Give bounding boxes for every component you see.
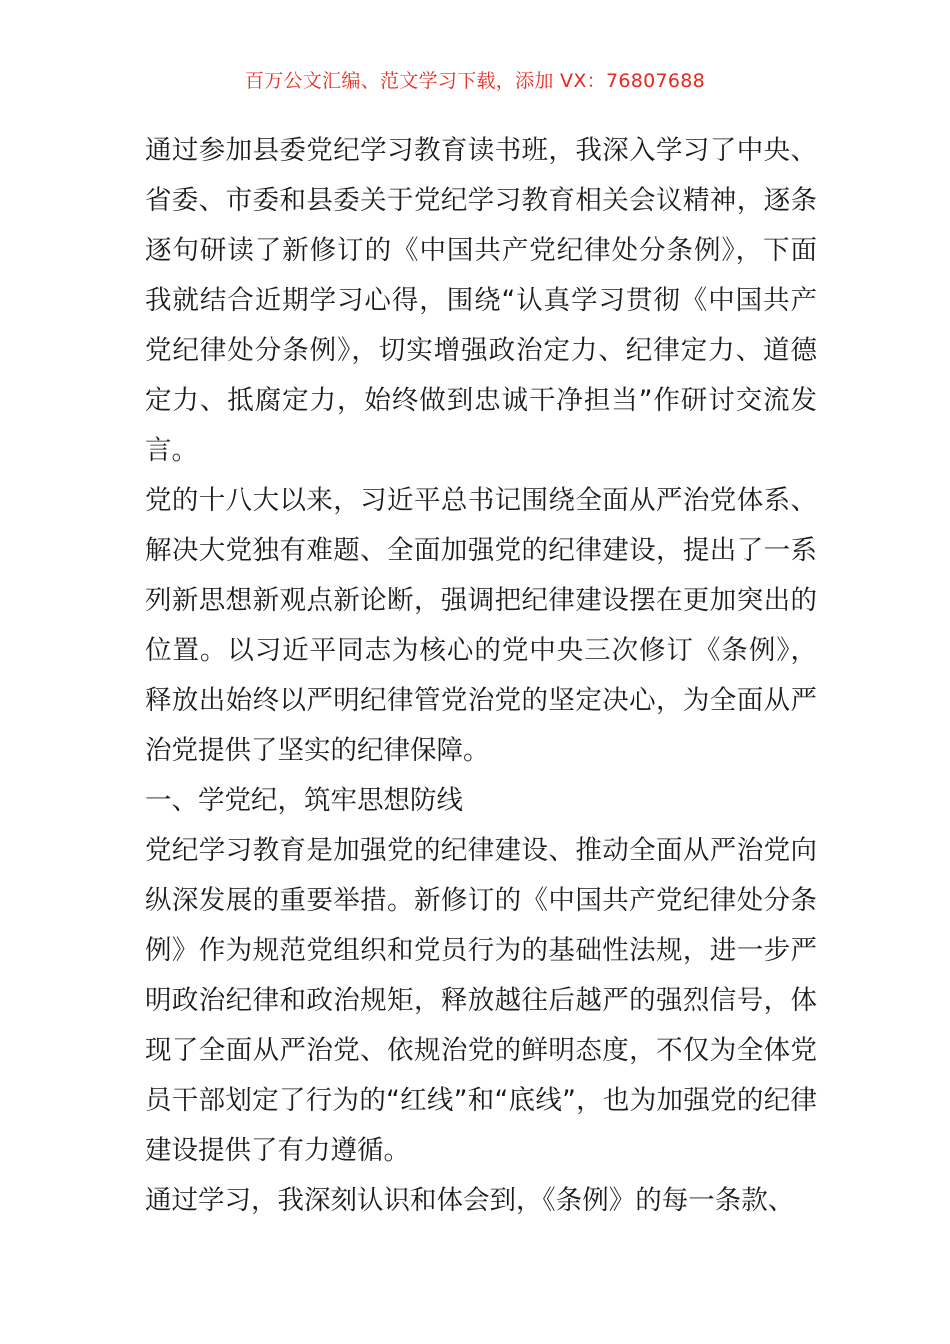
paragraph-section-one: 党纪学习教育是加强党的纪律建设、推动全面从严治党向纵深发展的重要举措。新修订的《中国共产党纪律处分条例》作为规范党组织和党员行为的基础性法规，进一步严明政治纪律和政治规矩，释放越往后越严的强烈信号，体现了全面从严治党、依规治党的鲜明态度，不仅为全体党员干部划定了行为的“红线”和“底线”，也为加强党的纪律建设提供了有力遵循。 [145, 835, 817, 1166]
paragraph-continued: 通过学习，我深刻认识和体会到，《条例》的每一条款、 [145, 1185, 795, 1216]
section-heading: 一、学党纪，筑牢思想防线 [145, 785, 463, 816]
document-body [145, 126, 817, 1226]
header-watermark-text: 百万公文汇编、范文学习下载，添加 VX：76807688 [244, 70, 706, 92]
paragraph-background: 党的十八大以来，习近平总书记围绕全面从严治党体系、解决大党独有难题、全面加强党的纪律建设，提出了一系列新思想新观点新论断，强调把纪律建设摆在更加突出的位置。以习近平同志为核心的党中央三次修订《条例》，释放出始终以严明纪律管党治党的坚定决心，为全面从严治党提供了坚实的纪律保障。 [145, 485, 817, 766]
paragraph-intro: 通过参加县委党纪学习教育读书班，我深入学习了中央、省委、市委和县委关于党纪学习教育相关会议精神，逐条逐句研读了新修订的《中国共产党纪律处分条例》，下面我就结合近期学习心得，围绕“认真学习贯彻《中国共产党纪律处分条例》，切实增强政治定力、纪律定力、道德定力、抵腐定力，始终做到忠诚干净担当”作研讨交流发言。 [145, 135, 817, 466]
